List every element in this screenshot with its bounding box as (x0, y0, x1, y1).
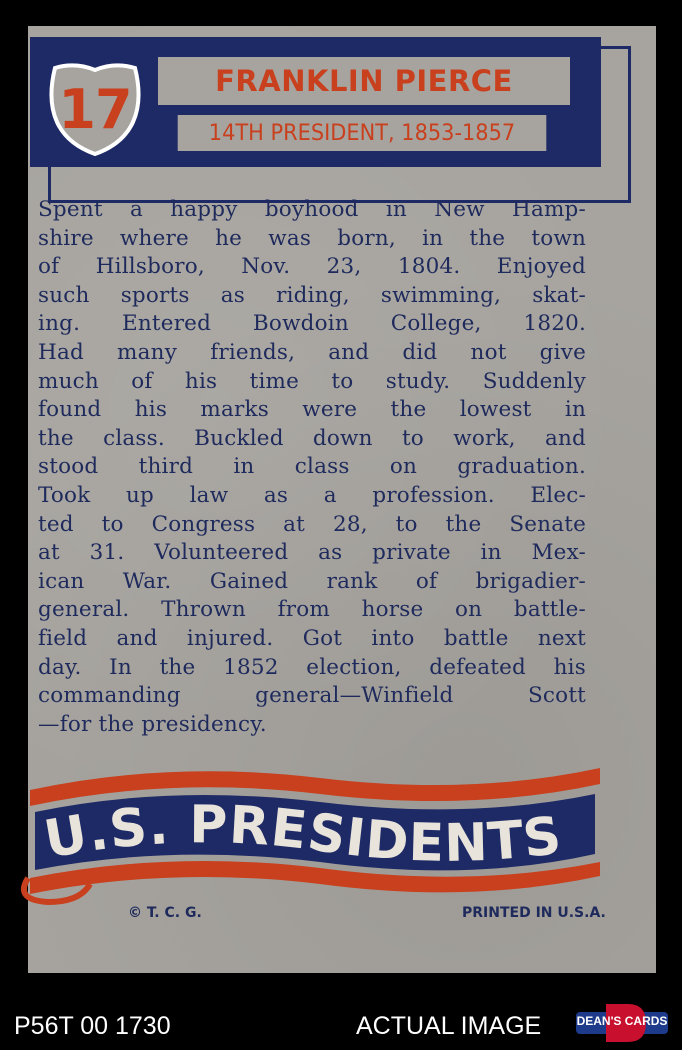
banner-title (38, 800, 608, 910)
bio-line: stood third in class on graduation. (38, 454, 586, 480)
president-subtitle: 14TH PRESIDENT, 1853-1857 (178, 115, 547, 151)
biography-text (38, 196, 586, 739)
president-name: FRANKLIN PIERCE (158, 57, 570, 105)
bio-line: —for the presidency. (38, 711, 267, 737)
bio-line: such sports as riding, swimming, skat- (38, 282, 586, 308)
bio-line: Spent a happy boyhood in New Hamp- (38, 197, 586, 222)
svg-text:U.S. PRESIDENTS (40, 800, 565, 874)
bio-line: ing. Entered Bowdoin College, 1820. (38, 311, 586, 337)
card-number: 17 (58, 77, 132, 141)
bio-line: much of his time to study. Suddenly (38, 368, 586, 394)
bio-line: general. Thrown from horse on battle- (38, 597, 586, 623)
cert-id: P56T 00 1730 (14, 1012, 171, 1040)
bio-line: Took up law as a profession. Elec- (38, 482, 586, 508)
bio-line: ted to Congress at 28, to the Senate (38, 511, 586, 537)
bio-line: field and injured. Got into battle next (38, 625, 586, 651)
bio-line: commanding general—Winfield Scott (38, 683, 586, 709)
logo-text: DEAN'S CARDS (576, 1014, 668, 1028)
bio-line: day. In the 1852 election, defeated his (38, 654, 586, 680)
banner-text: U.S. PRESIDENTS (39, 800, 566, 874)
bio-line: the class. Buckled down to work, and (38, 425, 586, 451)
bio-line: shire where he was born, in the town (38, 225, 586, 251)
bio-line: at 31. Volunteered as private in Mex- (38, 540, 586, 566)
bio-line: of Hillsboro, Nov. 23, 1804. Enjoyed (38, 254, 586, 280)
bio-line: found his marks were the lowest in (38, 397, 586, 423)
copyright-text: © T. C. G. (128, 905, 202, 921)
bio-line: Had many friends, and did not give (38, 339, 586, 365)
bio-line: ican War. Gained rank of brigadier- (38, 568, 586, 594)
printed-in-usa: PRINTED IN U.S.A. (462, 905, 606, 921)
actual-image-label: ACTUAL IMAGE (356, 1012, 542, 1040)
